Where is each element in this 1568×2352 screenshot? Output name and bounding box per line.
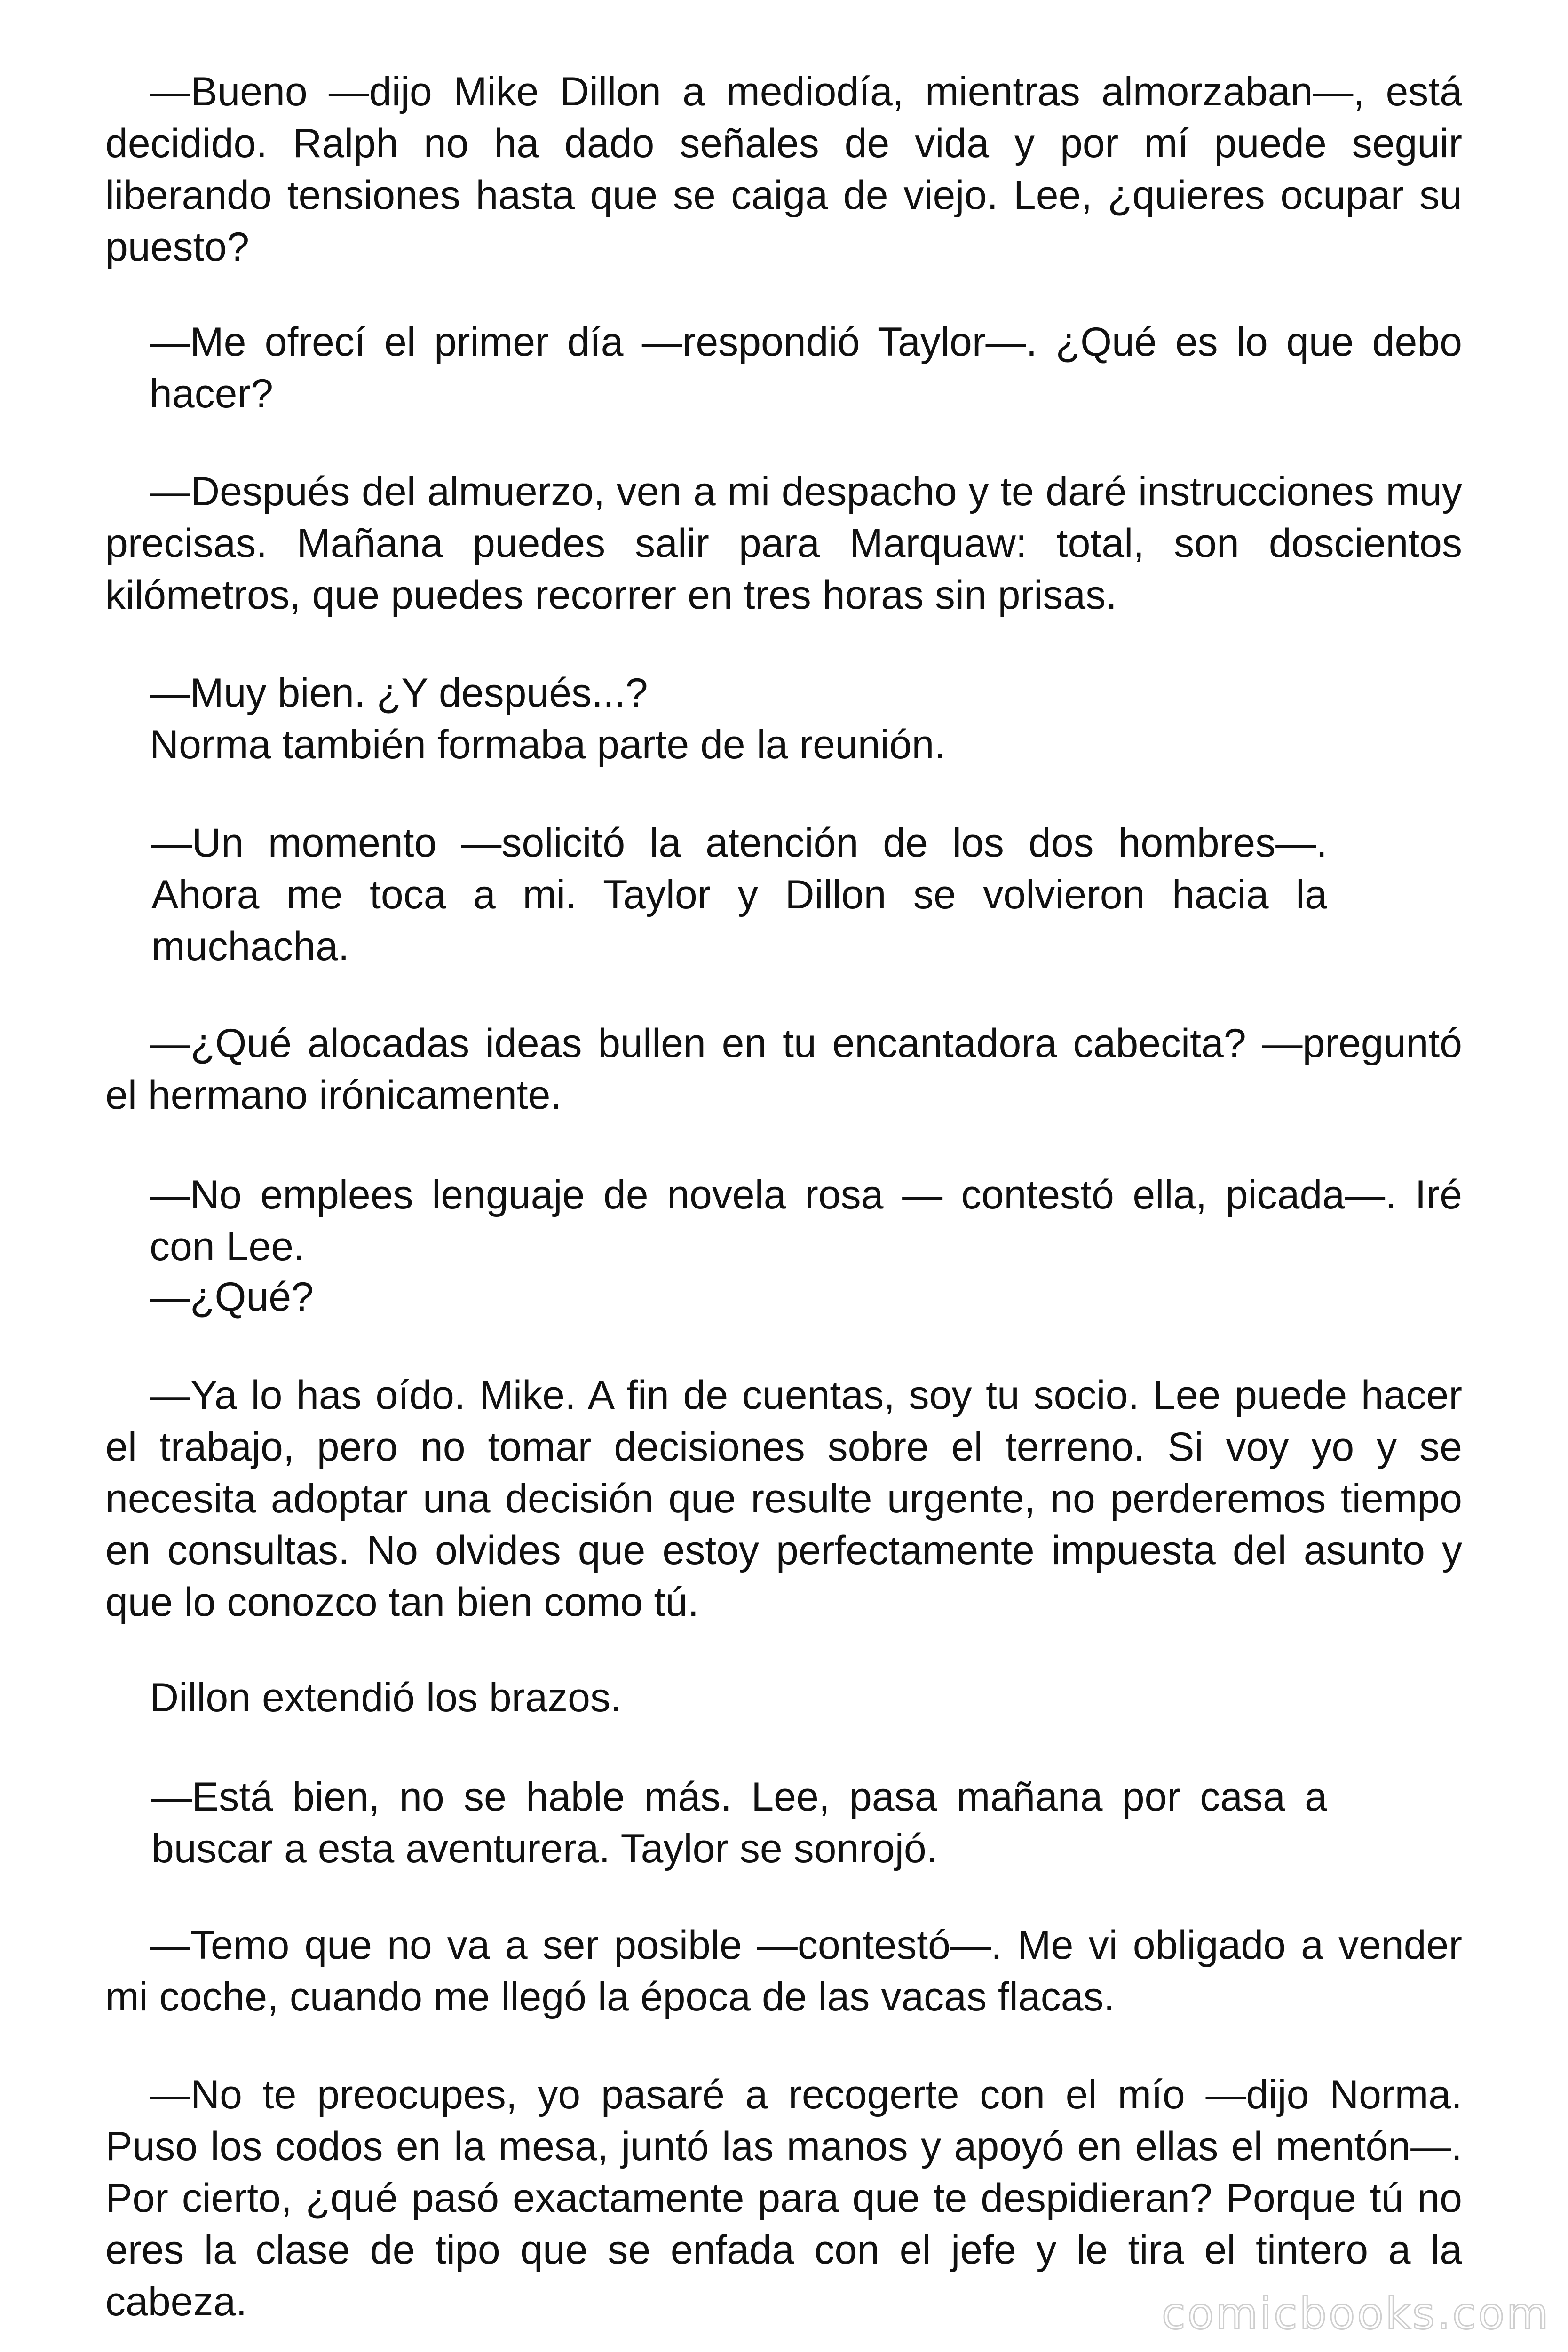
paragraph-14: —No te preocupes, yo pasaré a recogerte con el mío —dijo Norma. Puso los codos en la mesa, juntó las manos y apoyó en ellas el mentón—. Por cierto, ¿qué pasó exactamente para que te despidieran? Porque tú no eres la clase de tipo que se enfada con el jefe y le tira el tintero a la cabeza. xyxy=(105,2072,1462,2324)
watermark: comicbooks.com xyxy=(1162,2288,1551,2339)
paragraph-4: —Muy bien. ¿Y después...? xyxy=(150,670,648,715)
paragraph-5: Norma también formaba parte de la reunión. xyxy=(150,722,946,767)
paragraph-7: —¿Qué alocadas ideas bullen en tu encantadora cabecita? —preguntó el hermano irónicamente. xyxy=(105,1021,1462,1118)
paragraph-13: —Temo que no va a ser posible —contestó—. Me vi obligado a vender mi coche, cuando me llegó la época de las vacas flacas. xyxy=(105,1923,1462,2019)
paragraph-2: —Me ofrecí el primer día —respondió Taylor—. ¿Qué es lo que debo hacer? xyxy=(150,319,1462,416)
paragraph-1: —Bueno —dijo Mike Dillon a mediodía, mientras almorzaban—, está decidido. Ralph no ha dado señales de vida y por mí puede seguir liberando tensiones hasta que se caiga de viejo. Lee, ¿quieres ocupar su puesto? xyxy=(105,69,1462,270)
paragraph-6: —Un momento —solicitó la atención de los dos hombres—. Ahora me toca a mi. Taylor y Dillon se volvieron hacia la muchacha. xyxy=(151,820,1327,969)
paragraph-11: Dillon extendió los brazos. xyxy=(150,1675,622,1720)
paragraph-3: —Después del almuerzo, ven a mi despacho y te daré instrucciones muy precisas. Mañana puedes salir para Marquaw: total, son doscientos kilómetros, que puedes recorrer en tres horas sin prisas. xyxy=(105,469,1462,618)
paragraph-10: —Ya lo has oído. Mike. A fin de cuentas, soy tu socio. Lee puede hacer el trabajo, pero no tomar decisiones sobre el terreno. Si voy yo y se necesita adoptar una decisión que resulte urgente, no perderemos tiempo en consultas. No olvides que estoy perfectamente impuesta del asunto y que lo conozco tan bien como tú. xyxy=(105,1373,1462,1625)
paragraph-8: —No emplees lenguaje de novela rosa — contestó ella, picada—. Iré con Lee. xyxy=(150,1172,1462,1269)
paragraph-9: —¿Qué? xyxy=(150,1274,314,1319)
paragraph-12: —Está bien, no se hable más. Lee, pasa mañana por casa a buscar a esta aventurera. Taylor se sonrojó. xyxy=(151,1774,1327,1871)
